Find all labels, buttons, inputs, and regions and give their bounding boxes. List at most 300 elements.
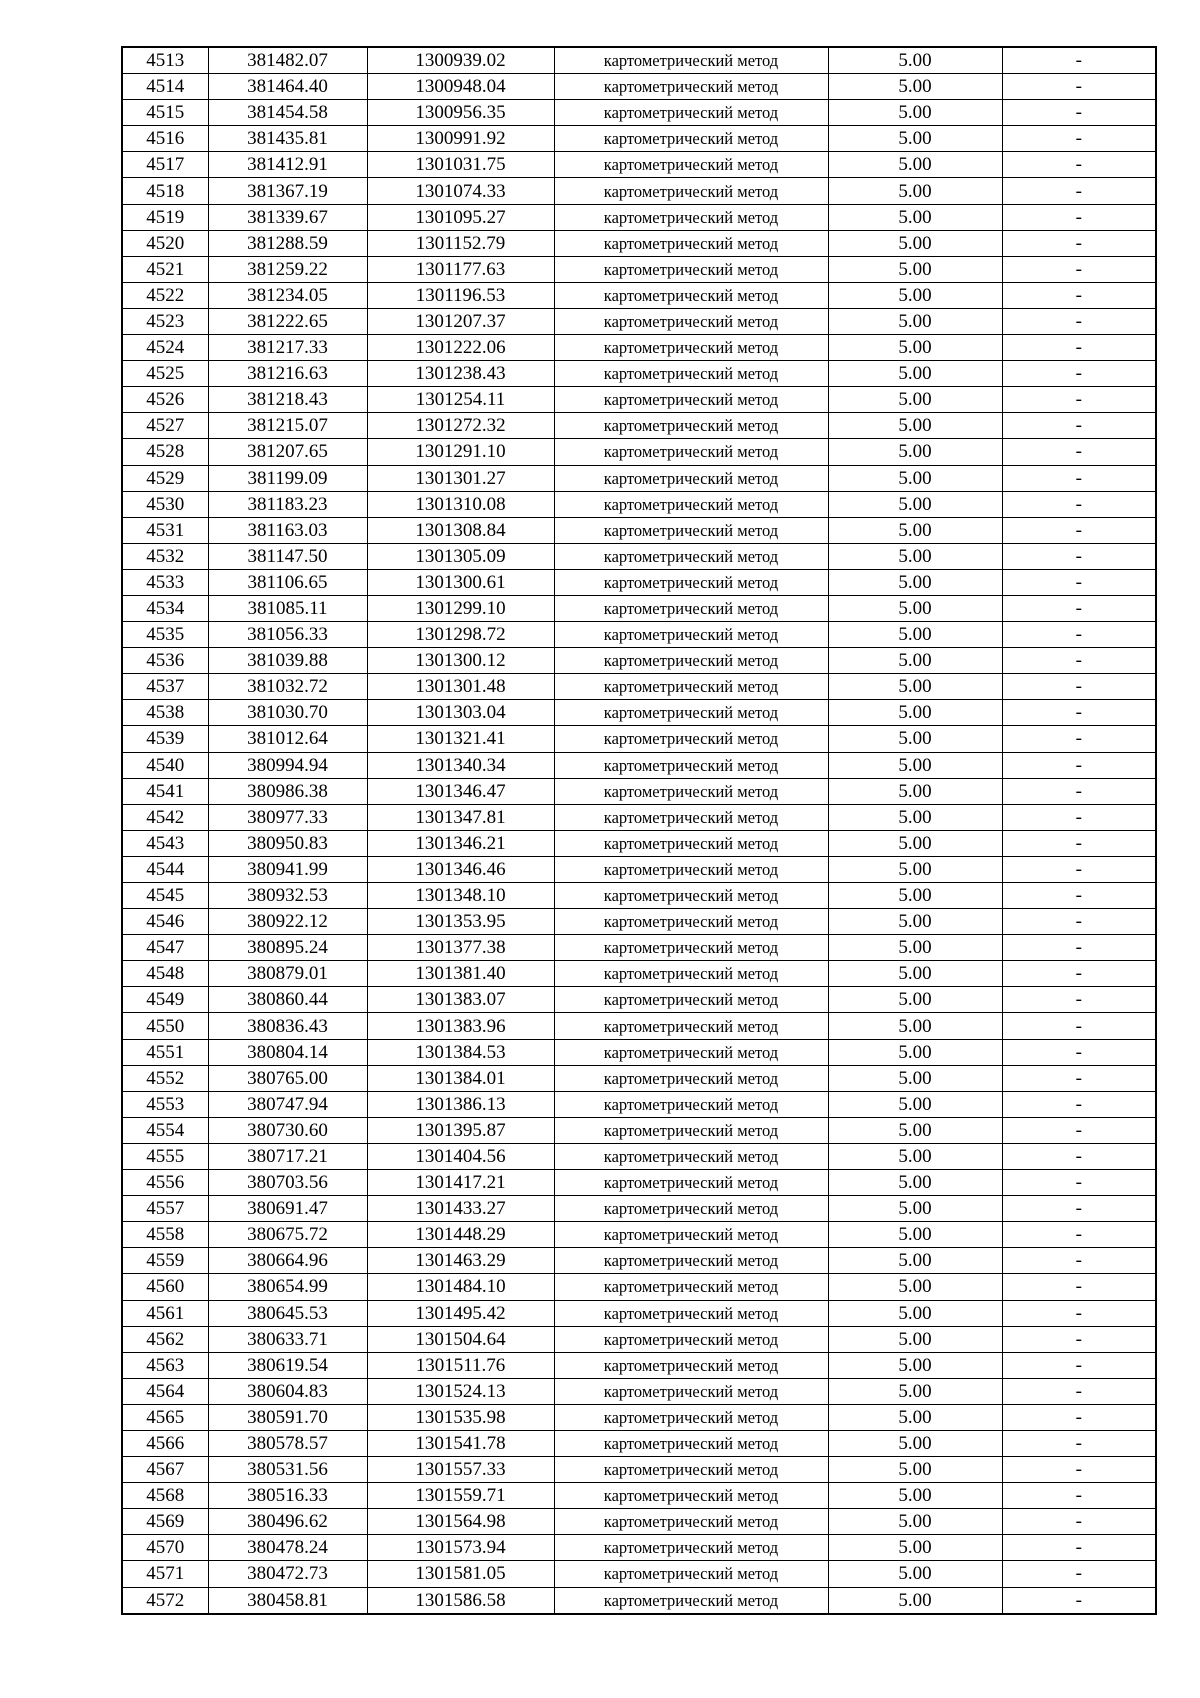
point-description-cell: - (1002, 517, 1156, 543)
table-row (122, 1065, 1156, 1091)
table-row (122, 1091, 1156, 1117)
accuracy-cell: 5.00 (828, 726, 1002, 752)
point-number-cell: 4542 (122, 804, 208, 830)
y-coordinate-cell: 1300939.02 (367, 47, 554, 74)
y-coordinate-cell: 1301404.56 (367, 1143, 554, 1169)
determination-method-cell: картометрический метод (554, 335, 828, 361)
table-row (122, 126, 1156, 152)
point-description-cell: - (1002, 909, 1156, 935)
x-coordinate-cell: 381288.59 (208, 230, 367, 256)
accuracy-cell: 5.00 (828, 1326, 1002, 1352)
point-number-cell: 4560 (122, 1274, 208, 1300)
x-coordinate-cell: 380836.43 (208, 1013, 367, 1039)
table-row (122, 752, 1156, 778)
point-number-cell: 4524 (122, 335, 208, 361)
determination-method-cell: картометрический метод (554, 439, 828, 465)
x-coordinate-cell: 381216.63 (208, 361, 367, 387)
accuracy-cell: 5.00 (828, 543, 1002, 569)
y-coordinate-cell: 1301031.75 (367, 152, 554, 178)
point-description-cell: - (1002, 1326, 1156, 1352)
accuracy-cell: 5.00 (828, 569, 1002, 595)
point-number-cell: 4557 (122, 1196, 208, 1222)
point-description-cell: - (1002, 1039, 1156, 1065)
accuracy-cell: 5.00 (828, 74, 1002, 100)
determination-method-cell: картометрический метод (554, 595, 828, 621)
determination-method-cell: картометрический метод (554, 1352, 828, 1378)
x-coordinate-cell: 380664.96 (208, 1248, 367, 1274)
point-description-cell: - (1002, 595, 1156, 621)
y-coordinate-cell: 1301383.07 (367, 987, 554, 1013)
accuracy-cell: 5.00 (828, 883, 1002, 909)
point-number-cell: 4550 (122, 1013, 208, 1039)
x-coordinate-cell: 381147.50 (208, 543, 367, 569)
determination-method-cell: картометрический метод (554, 1430, 828, 1456)
point-description-cell: - (1002, 465, 1156, 491)
determination-method-cell: картометрический метод (554, 1222, 828, 1248)
point-description-cell: - (1002, 1378, 1156, 1404)
point-number-cell: 4544 (122, 856, 208, 882)
point-number-cell: 4570 (122, 1535, 208, 1561)
point-number-cell: 4529 (122, 465, 208, 491)
point-description-cell: - (1002, 413, 1156, 439)
point-number-cell: 4546 (122, 909, 208, 935)
y-coordinate-cell: 1301301.27 (367, 465, 554, 491)
determination-method-cell: картометрический метод (554, 413, 828, 439)
determination-method-cell: картометрический метод (554, 204, 828, 230)
y-coordinate-cell: 1301433.27 (367, 1196, 554, 1222)
y-coordinate-cell: 1301484.10 (367, 1274, 554, 1300)
x-coordinate-cell: 380458.81 (208, 1587, 367, 1614)
table-row (122, 1561, 1156, 1587)
y-coordinate-cell: 1301386.13 (367, 1091, 554, 1117)
point-number-cell: 4516 (122, 126, 208, 152)
x-coordinate-cell: 380941.99 (208, 856, 367, 882)
accuracy-cell: 5.00 (828, 282, 1002, 308)
table-row (122, 491, 1156, 517)
coordinates-table-body (122, 47, 1156, 1614)
determination-method-cell: картометрический метод (554, 856, 828, 882)
accuracy-cell: 5.00 (828, 1039, 1002, 1065)
x-coordinate-cell: 381215.07 (208, 413, 367, 439)
point-description-cell: - (1002, 856, 1156, 882)
x-coordinate-cell: 380703.56 (208, 1170, 367, 1196)
y-coordinate-cell: 1301346.21 (367, 830, 554, 856)
determination-method-cell: картометрический метод (554, 517, 828, 543)
point-number-cell: 4564 (122, 1378, 208, 1404)
x-coordinate-cell: 381218.43 (208, 387, 367, 413)
x-coordinate-cell: 380922.12 (208, 909, 367, 935)
determination-method-cell: картометрический метод (554, 465, 828, 491)
accuracy-cell: 5.00 (828, 674, 1002, 700)
table-row (122, 1483, 1156, 1509)
x-coordinate-cell: 381464.40 (208, 74, 367, 100)
accuracy-cell: 5.00 (828, 987, 1002, 1013)
point-description-cell: - (1002, 1300, 1156, 1326)
table-row (122, 387, 1156, 413)
point-description-cell: - (1002, 1065, 1156, 1091)
x-coordinate-cell: 380578.57 (208, 1430, 367, 1456)
accuracy-cell: 5.00 (828, 804, 1002, 830)
x-coordinate-cell: 380804.14 (208, 1039, 367, 1065)
point-description-cell: - (1002, 1170, 1156, 1196)
x-coordinate-cell: 381234.05 (208, 282, 367, 308)
point-number-cell: 4558 (122, 1222, 208, 1248)
determination-method-cell: картометрический метод (554, 1378, 828, 1404)
y-coordinate-cell: 1301095.27 (367, 204, 554, 230)
y-coordinate-cell: 1301238.43 (367, 361, 554, 387)
x-coordinate-cell: 380977.33 (208, 804, 367, 830)
point-number-cell: 4536 (122, 648, 208, 674)
accuracy-cell: 5.00 (828, 909, 1002, 935)
x-coordinate-cell: 380472.73 (208, 1561, 367, 1587)
determination-method-cell: картометрический метод (554, 1457, 828, 1483)
accuracy-cell: 5.00 (828, 595, 1002, 621)
accuracy-cell: 5.00 (828, 100, 1002, 126)
determination-method-cell: картометрический метод (554, 361, 828, 387)
y-coordinate-cell: 1301586.58 (367, 1587, 554, 1614)
x-coordinate-cell: 380654.99 (208, 1274, 367, 1300)
determination-method-cell: картометрический метод (554, 1143, 828, 1169)
table-row (122, 361, 1156, 387)
accuracy-cell: 5.00 (828, 648, 1002, 674)
point-description-cell: - (1002, 1404, 1156, 1430)
y-coordinate-cell: 1301305.09 (367, 543, 554, 569)
x-coordinate-cell: 380932.53 (208, 883, 367, 909)
y-coordinate-cell: 1301340.34 (367, 752, 554, 778)
table-row (122, 1143, 1156, 1169)
x-coordinate-cell: 380765.00 (208, 1065, 367, 1091)
determination-method-cell: картометрический метод (554, 569, 828, 595)
y-coordinate-cell: 1301074.33 (367, 178, 554, 204)
table-row (122, 152, 1156, 178)
accuracy-cell: 5.00 (828, 1561, 1002, 1587)
table-row (122, 1352, 1156, 1378)
point-number-cell: 4568 (122, 1483, 208, 1509)
x-coordinate-cell: 380717.21 (208, 1143, 367, 1169)
table-row (122, 804, 1156, 830)
determination-method-cell: картометрический метод (554, 491, 828, 517)
determination-method-cell: картометрический метод (554, 726, 828, 752)
determination-method-cell: картометрический метод (554, 778, 828, 804)
y-coordinate-cell: 1301463.29 (367, 1248, 554, 1274)
y-coordinate-cell: 1301504.64 (367, 1326, 554, 1352)
y-coordinate-cell: 1301348.10 (367, 883, 554, 909)
determination-method-cell: картометрический метод (554, 1509, 828, 1535)
table-row (122, 622, 1156, 648)
determination-method-cell: картометрический метод (554, 1248, 828, 1274)
coordinates-table (121, 46, 1157, 1615)
point-description-cell: - (1002, 1274, 1156, 1300)
x-coordinate-cell: 381183.23 (208, 491, 367, 517)
y-coordinate-cell: 1301353.95 (367, 909, 554, 935)
point-description-cell: - (1002, 1509, 1156, 1535)
y-coordinate-cell: 1301564.98 (367, 1509, 554, 1535)
determination-method-cell: картометрический метод (554, 126, 828, 152)
accuracy-cell: 5.00 (828, 1222, 1002, 1248)
x-coordinate-cell: 380531.56 (208, 1457, 367, 1483)
accuracy-cell: 5.00 (828, 1509, 1002, 1535)
table-row (122, 439, 1156, 465)
point-description-cell: - (1002, 1222, 1156, 1248)
point-number-cell: 4530 (122, 491, 208, 517)
x-coordinate-cell: 381207.65 (208, 439, 367, 465)
point-number-cell: 4532 (122, 543, 208, 569)
document-page (121, 46, 1155, 1615)
point-description-cell: - (1002, 100, 1156, 126)
table-row (122, 100, 1156, 126)
determination-method-cell: картометрический метод (554, 961, 828, 987)
point-description-cell: - (1002, 752, 1156, 778)
point-description-cell: - (1002, 700, 1156, 726)
determination-method-cell: картометрический метод (554, 935, 828, 961)
point-description-cell: - (1002, 804, 1156, 830)
accuracy-cell: 5.00 (828, 204, 1002, 230)
x-coordinate-cell: 381367.19 (208, 178, 367, 204)
determination-method-cell: картометрический метод (554, 1170, 828, 1196)
accuracy-cell: 5.00 (828, 1483, 1002, 1509)
point-description-cell: - (1002, 543, 1156, 569)
point-number-cell: 4533 (122, 569, 208, 595)
point-description-cell: - (1002, 282, 1156, 308)
x-coordinate-cell: 381032.72 (208, 674, 367, 700)
table-row (122, 674, 1156, 700)
y-coordinate-cell: 1301298.72 (367, 622, 554, 648)
y-coordinate-cell: 1301291.10 (367, 439, 554, 465)
table-row (122, 465, 1156, 491)
table-row (122, 1587, 1156, 1614)
determination-method-cell: картометрический метод (554, 282, 828, 308)
point-number-cell: 4523 (122, 308, 208, 334)
y-coordinate-cell: 1301207.37 (367, 308, 554, 334)
accuracy-cell: 5.00 (828, 1457, 1002, 1483)
y-coordinate-cell: 1301377.38 (367, 935, 554, 961)
y-coordinate-cell: 1301524.13 (367, 1378, 554, 1404)
x-coordinate-cell: 380860.44 (208, 987, 367, 1013)
determination-method-cell: картометрический метод (554, 74, 828, 100)
point-description-cell: - (1002, 335, 1156, 361)
table-row (122, 1378, 1156, 1404)
accuracy-cell: 5.00 (828, 1143, 1002, 1169)
point-description-cell: - (1002, 178, 1156, 204)
point-description-cell: - (1002, 674, 1156, 700)
table-row (122, 1509, 1156, 1535)
accuracy-cell: 5.00 (828, 1274, 1002, 1300)
table-row (122, 517, 1156, 543)
point-number-cell: 4535 (122, 622, 208, 648)
point-number-cell: 4539 (122, 726, 208, 752)
point-description-cell: - (1002, 152, 1156, 178)
accuracy-cell: 5.00 (828, 439, 1002, 465)
y-coordinate-cell: 1301535.98 (367, 1404, 554, 1430)
accuracy-cell: 5.00 (828, 387, 1002, 413)
y-coordinate-cell: 1301347.81 (367, 804, 554, 830)
point-description-cell: - (1002, 726, 1156, 752)
y-coordinate-cell: 1301346.47 (367, 778, 554, 804)
table-row (122, 1196, 1156, 1222)
determination-method-cell: картометрический метод (554, 883, 828, 909)
y-coordinate-cell: 1301384.01 (367, 1065, 554, 1091)
point-number-cell: 4513 (122, 47, 208, 74)
point-number-cell: 4526 (122, 387, 208, 413)
point-number-cell: 4517 (122, 152, 208, 178)
point-description-cell: - (1002, 935, 1156, 961)
point-description-cell: - (1002, 778, 1156, 804)
x-coordinate-cell: 381056.33 (208, 622, 367, 648)
table-row (122, 987, 1156, 1013)
point-description-cell: - (1002, 361, 1156, 387)
point-number-cell: 4541 (122, 778, 208, 804)
accuracy-cell: 5.00 (828, 465, 1002, 491)
determination-method-cell: картометрический метод (554, 1196, 828, 1222)
point-number-cell: 4547 (122, 935, 208, 961)
point-description-cell: - (1002, 961, 1156, 987)
table-row (122, 1222, 1156, 1248)
point-description-cell: - (1002, 1587, 1156, 1614)
table-row (122, 1170, 1156, 1196)
point-number-cell: 4534 (122, 595, 208, 621)
accuracy-cell: 5.00 (828, 1430, 1002, 1456)
determination-method-cell: картометрический метод (554, 1483, 828, 1509)
determination-method-cell: картометрический метод (554, 700, 828, 726)
table-row (122, 648, 1156, 674)
table-row (122, 569, 1156, 595)
determination-method-cell: картометрический метод (554, 47, 828, 74)
accuracy-cell: 5.00 (828, 361, 1002, 387)
accuracy-cell: 5.00 (828, 335, 1002, 361)
x-coordinate-cell: 381454.58 (208, 100, 367, 126)
point-description-cell: - (1002, 1430, 1156, 1456)
x-coordinate-cell: 381199.09 (208, 465, 367, 491)
y-coordinate-cell: 1301152.79 (367, 230, 554, 256)
point-description-cell: - (1002, 883, 1156, 909)
x-coordinate-cell: 380675.72 (208, 1222, 367, 1248)
point-number-cell: 4519 (122, 204, 208, 230)
x-coordinate-cell: 380645.53 (208, 1300, 367, 1326)
accuracy-cell: 5.00 (828, 517, 1002, 543)
x-coordinate-cell: 380478.24 (208, 1535, 367, 1561)
table-row (122, 1457, 1156, 1483)
determination-method-cell: картометрический метод (554, 387, 828, 413)
x-coordinate-cell: 380895.24 (208, 935, 367, 961)
point-number-cell: 4561 (122, 1300, 208, 1326)
determination-method-cell: картометрический метод (554, 1013, 828, 1039)
accuracy-cell: 5.00 (828, 1248, 1002, 1274)
determination-method-cell: картометрический метод (554, 752, 828, 778)
accuracy-cell: 5.00 (828, 622, 1002, 648)
point-number-cell: 4521 (122, 256, 208, 282)
y-coordinate-cell: 1301300.61 (367, 569, 554, 595)
determination-method-cell: картометрический метод (554, 230, 828, 256)
y-coordinate-cell: 1301581.05 (367, 1561, 554, 1587)
point-number-cell: 4538 (122, 700, 208, 726)
point-description-cell: - (1002, 230, 1156, 256)
accuracy-cell: 5.00 (828, 256, 1002, 282)
point-number-cell: 4520 (122, 230, 208, 256)
table-row (122, 1326, 1156, 1352)
point-number-cell: 4518 (122, 178, 208, 204)
point-description-cell: - (1002, 1196, 1156, 1222)
point-number-cell: 4549 (122, 987, 208, 1013)
table-row (122, 178, 1156, 204)
accuracy-cell: 5.00 (828, 413, 1002, 439)
determination-method-cell: картометрический метод (554, 1039, 828, 1065)
y-coordinate-cell: 1301541.78 (367, 1430, 554, 1456)
point-number-cell: 4515 (122, 100, 208, 126)
point-description-cell: - (1002, 74, 1156, 100)
table-row (122, 935, 1156, 961)
determination-method-cell: картометрический метод (554, 100, 828, 126)
accuracy-cell: 5.00 (828, 1013, 1002, 1039)
point-description-cell: - (1002, 1091, 1156, 1117)
point-description-cell: - (1002, 491, 1156, 517)
point-number-cell: 4554 (122, 1117, 208, 1143)
point-description-cell: - (1002, 569, 1156, 595)
point-description-cell: - (1002, 648, 1156, 674)
determination-method-cell: картометрический метод (554, 622, 828, 648)
determination-method-cell: картометрический метод (554, 674, 828, 700)
point-number-cell: 4563 (122, 1352, 208, 1378)
point-number-cell: 4528 (122, 439, 208, 465)
determination-method-cell: картометрический метод (554, 256, 828, 282)
table-row (122, 1039, 1156, 1065)
x-coordinate-cell: 381435.81 (208, 126, 367, 152)
table-row (122, 1535, 1156, 1561)
point-number-cell: 4559 (122, 1248, 208, 1274)
point-number-cell: 4551 (122, 1039, 208, 1065)
table-row (122, 1300, 1156, 1326)
point-description-cell: - (1002, 1117, 1156, 1143)
point-number-cell: 4567 (122, 1457, 208, 1483)
x-coordinate-cell: 380496.62 (208, 1509, 367, 1535)
table-row (122, 256, 1156, 282)
point-number-cell: 4514 (122, 74, 208, 100)
x-coordinate-cell: 380619.54 (208, 1352, 367, 1378)
y-coordinate-cell: 1301254.11 (367, 387, 554, 413)
y-coordinate-cell: 1301301.48 (367, 674, 554, 700)
point-number-cell: 4548 (122, 961, 208, 987)
accuracy-cell: 5.00 (828, 1587, 1002, 1614)
point-number-cell: 4566 (122, 1430, 208, 1456)
point-description-cell: - (1002, 987, 1156, 1013)
point-description-cell: - (1002, 622, 1156, 648)
y-coordinate-cell: 1301559.71 (367, 1483, 554, 1509)
point-description-cell: - (1002, 387, 1156, 413)
accuracy-cell: 5.00 (828, 1196, 1002, 1222)
determination-method-cell: картометрический метод (554, 1587, 828, 1614)
accuracy-cell: 5.00 (828, 230, 1002, 256)
point-description-cell: - (1002, 1248, 1156, 1274)
accuracy-cell: 5.00 (828, 491, 1002, 517)
x-coordinate-cell: 380994.94 (208, 752, 367, 778)
determination-method-cell: картометрический метод (554, 909, 828, 935)
accuracy-cell: 5.00 (828, 178, 1002, 204)
y-coordinate-cell: 1301417.21 (367, 1170, 554, 1196)
determination-method-cell: картометрический метод (554, 648, 828, 674)
table-row (122, 883, 1156, 909)
point-description-cell: - (1002, 256, 1156, 282)
y-coordinate-cell: 1301222.06 (367, 335, 554, 361)
point-description-cell: - (1002, 1352, 1156, 1378)
y-coordinate-cell: 1301321.41 (367, 726, 554, 752)
determination-method-cell: картометрический метод (554, 178, 828, 204)
x-coordinate-cell: 380633.71 (208, 1326, 367, 1352)
point-description-cell: - (1002, 1143, 1156, 1169)
accuracy-cell: 5.00 (828, 752, 1002, 778)
y-coordinate-cell: 1301448.29 (367, 1222, 554, 1248)
table-row (122, 1248, 1156, 1274)
table-row (122, 961, 1156, 987)
x-coordinate-cell: 380879.01 (208, 961, 367, 987)
